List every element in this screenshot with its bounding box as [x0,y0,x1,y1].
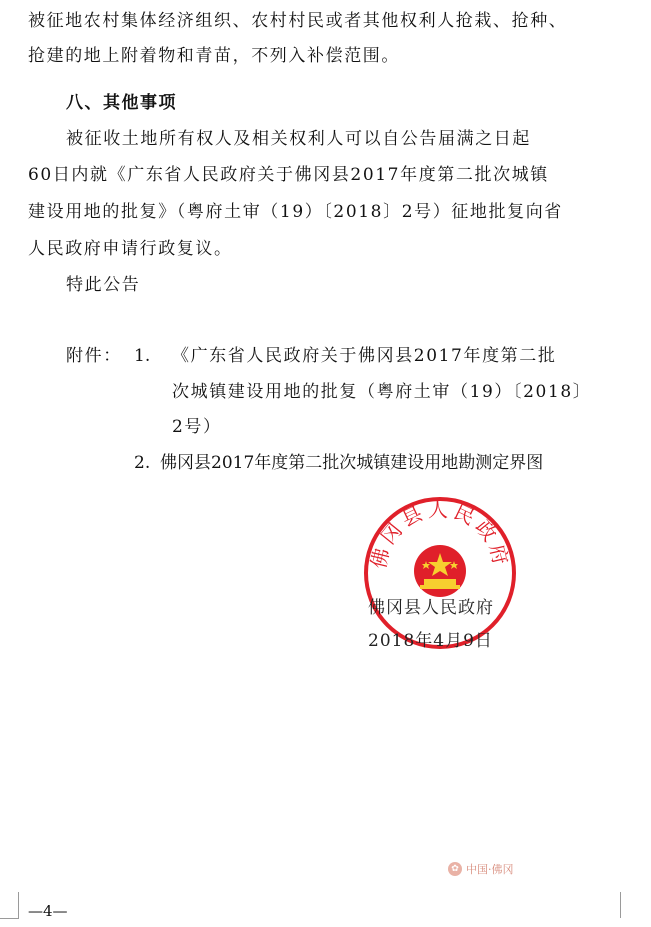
attachment-2-number: 2. [134,453,151,473]
attachment-2-line-1: 佛冈县2017年度第二批次城镇建设用地勘测定界图 [160,453,544,473]
section-line-2: 60日内就《广东省人民政府关于佛冈县2017年度第二批次城镇 [28,165,549,185]
watermark-text: 中国·佛冈 [466,863,514,876]
section-line-1: 被征收土地所有权人及相关权利人可以自公告届满之日起 [66,129,531,149]
special-notice: 特此公告 [66,275,141,295]
attachments-label: 附件： [66,346,122,366]
watermark-logo-icon: ✿ [448,862,462,876]
signature-issuer: 佛冈县人民政府 [368,598,494,618]
body-line-1: 被征地农村集体经济组织、农村村民或者其他权利人抢栽、抢种、 [28,11,568,31]
attachment-1-line-2: 次城镇建设用地的批复（粤府土审（19）〔2018〕 [172,382,592,402]
crop-mark-left [0,892,19,919]
official-seal [360,493,520,653]
section-line-3: 建设用地的批复》（粤府土审（19）〔2018〕2号）征地批复向省 [28,202,563,222]
crop-mark-right [620,892,651,918]
watermark [448,861,514,877]
page-number: —4— [28,902,68,920]
section-line-4: 人民政府申请行政复议。 [28,239,233,259]
section-heading: 八、其他事项 [66,93,177,113]
signature-date: 2018年4月9日 [368,631,493,651]
national-emblem-icon [414,545,466,597]
seal-text: 佛冈县人民政府 [366,497,514,571]
attachment-1-number: 1. [134,346,151,366]
attachment-1-line-3: 2号） [172,417,222,437]
attachment-1-line-1: 《广东省人民政府关于佛冈县2017年度第二批 [172,346,557,366]
body-line-2: 抢建的地上附着物和青苗，不列入补偿范围。 [28,46,400,66]
